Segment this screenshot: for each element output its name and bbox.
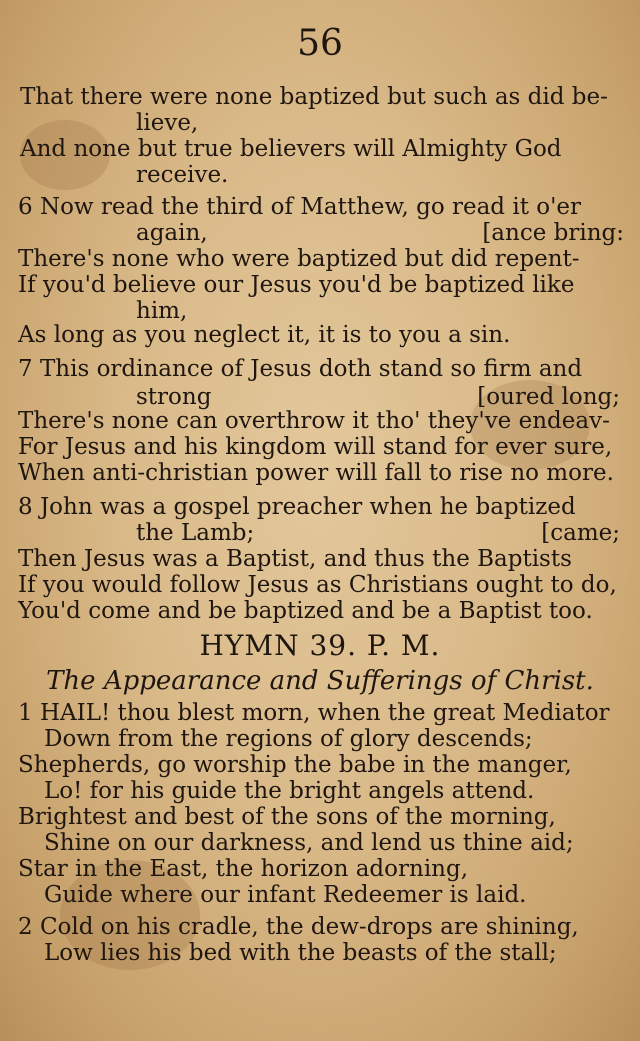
verse-line: If you would follow Jesus as Christians ought to do, (18, 572, 617, 598)
verse-line: For Jesus and his kingdom will stand for ever sure, (18, 434, 613, 460)
verse-line: 8 John was a gospel preacher when he baptized (18, 494, 576, 520)
verse-line-turnover: [oured long; (477, 384, 620, 410)
hymn-line: Down from the regions of glory descends; (44, 726, 533, 752)
hymn-heading: HYMN 39. P. M. (199, 629, 441, 662)
verse-line: 7 This ordinance of Jesus doth stand so firm and (18, 356, 583, 382)
hymn-subtitle: The Appearance and Sufferings of Christ. (46, 666, 594, 696)
verse-line: receive. (136, 162, 229, 188)
hymn-line: Shepherds, go worship the babe in the manger, (18, 752, 572, 778)
hymn-line: Guide where our infant Redeemer is laid. (44, 882, 527, 908)
page-number: 56 (297, 23, 343, 64)
hymn-line: Star in the East, the horizon adorning, (18, 856, 469, 882)
verse-line: If you'd believe our Jesus you'd be baptized like (18, 272, 575, 298)
verse-line: There's none who were baptized but did repent- (18, 246, 580, 272)
hymn-line: 2 Cold on his cradle, the dew-drops are shining, (18, 914, 579, 940)
verse-line-turnover: [came; (541, 520, 620, 546)
verse-line: Then Jesus was a Baptist, and thus the Baptists (18, 546, 572, 572)
verse-line: There's none can overthrow it tho' they've endeav- (18, 408, 610, 434)
verse-line (136, 520, 620, 546)
verse-line: And none but true believers will Almighty God (20, 136, 562, 162)
verse-line: That there were none baptized but such as did be- (20, 84, 608, 110)
hymn-line: Shine on our darkness, and lend us thine aid; (44, 830, 574, 856)
hymn-line: Brightest and best of the sons of the morning, (18, 804, 556, 830)
verse-line-start: strong (136, 384, 212, 410)
verse-line (136, 220, 624, 246)
verse-line: As long as you neglect it, it is to you a sin. (18, 322, 511, 348)
verse-line-turnover: [ance bring: (482, 220, 624, 246)
hymn-line: Lo! for his guide the bright angels attend. (44, 778, 535, 804)
verse-line-start: again, (136, 220, 208, 246)
verse-line: When anti-christian power will fall to rise no more. (18, 460, 614, 486)
hymn-line: Low lies his bed with the beasts of the stall; (44, 940, 557, 966)
verse-line: lieve, (136, 110, 199, 136)
verse-line: You'd come and be baptized and be a Baptist too. (18, 598, 593, 624)
verse-line: him, (136, 298, 188, 324)
verse-line: 6 Now read the third of Matthew, go read it o'er (18, 194, 582, 220)
hymn-line: 1 HAIL! thou blest morn, when the great Mediator (18, 700, 610, 726)
verse-line (136, 384, 620, 410)
verse-line-start: the Lamb; (136, 520, 255, 546)
